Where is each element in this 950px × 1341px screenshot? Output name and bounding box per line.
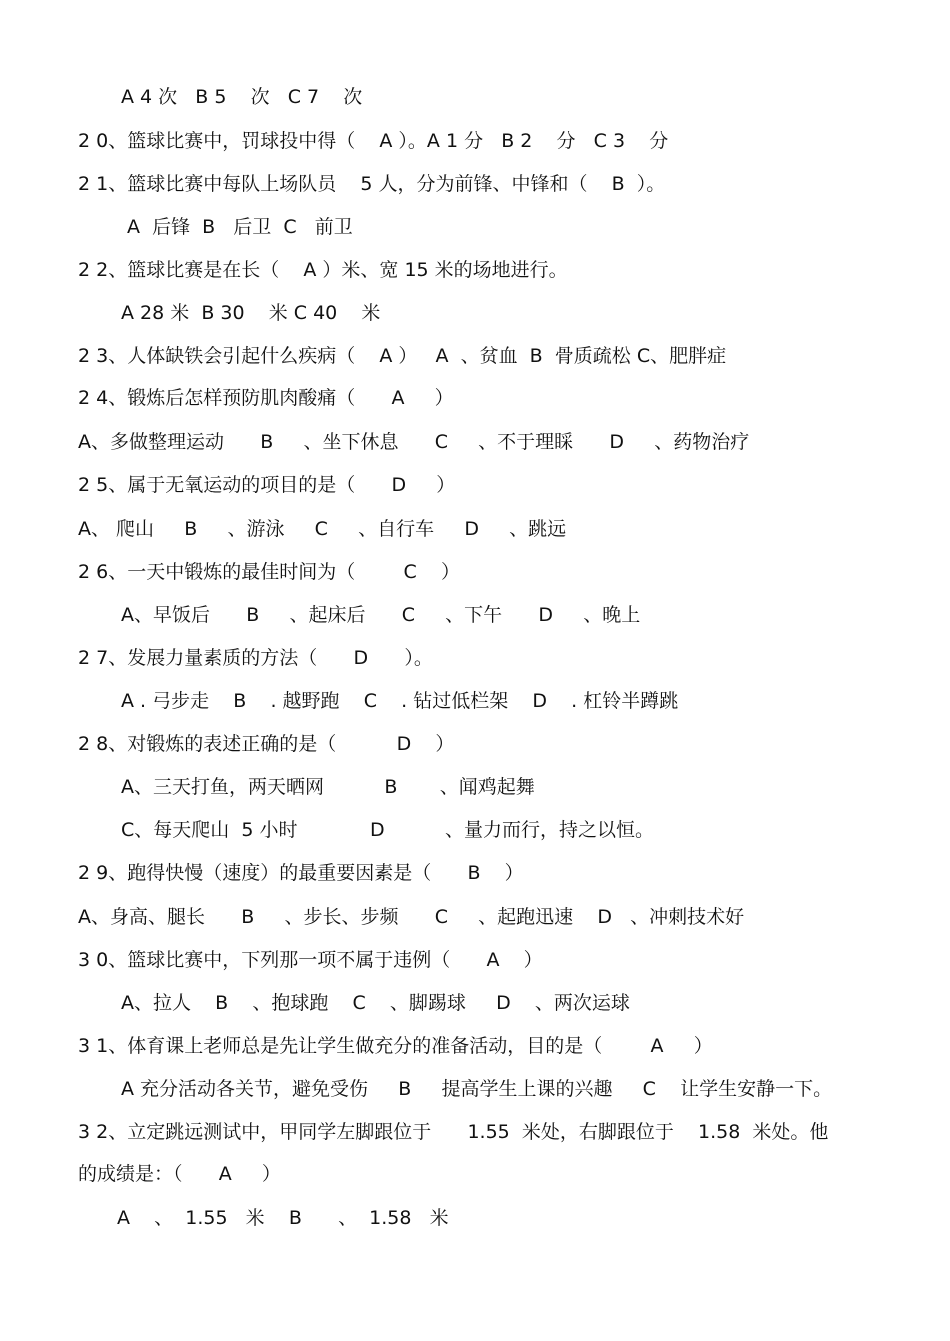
question-21: 2 1、篮球比赛中每队上场队员 5 人，分为前锋、中锋和（ B ）。 xyxy=(78,173,666,195)
question-32: 3 2、立定跳远测试中，甲同学左脚跟位于 1.55 米处，右脚跟位于 1.58 米处。他 xyxy=(78,1121,829,1143)
options-30: A、拉人 B 、抱球跑 C 、脚踢球 D 、两次运球 xyxy=(121,992,630,1014)
question-26: 2 6、一天中锻炼的最佳时间为（ C ） xyxy=(78,561,460,583)
options-28-ab: A、三天打鱼，两天晒网 B 、闻鸡起舞 xyxy=(121,776,535,798)
question-29: 2 9、跑得快慢（速度）的最重要因素是（ B ） xyxy=(78,862,524,884)
question-20: 2 0、篮球比赛中，罚球投中得（ A ）。A 1 分 B 2 分 C 3 分 xyxy=(78,130,669,152)
options-21: A 后锋 B 后卫 C 前卫 xyxy=(127,216,353,238)
options-28-cd: C、每天爬山 5 小时 D 、量力而行，持之以恒。 xyxy=(121,819,654,841)
options-24: A、多做整理运动 B 、坐下休息 C 、不于理睬 D 、药物治疗 xyxy=(78,431,750,453)
question-31: 3 1、体育课上老师总是先让学生做充分的准备活动，目的是（ A ） xyxy=(78,1035,713,1057)
question-23: 2 3、人体缺铁会引起什么疾病（ A ） A 、贫血 B 骨质疏松 C、肥胖症 xyxy=(78,345,727,367)
options-31: A 充分活动各关节，避免受伤 B 提高学生上课的兴趣 C 让学生安静一下。 xyxy=(121,1078,833,1100)
question-30: 3 0、篮球比赛中，下列那一项不属于违例（ A ） xyxy=(78,949,543,971)
options-29: A、身高、腿长 B 、步长、步频 C 、起跑迅速 D 、冲刺技术好 xyxy=(78,906,745,928)
options-25: A、 爬山 B 、游泳 C 、自行车 D 、跳远 xyxy=(78,518,567,540)
options-27: A . 弓步走 B . 越野跑 C . 钻过低栏架 D . 杠铃半蹲跳 xyxy=(121,690,679,712)
options-22: A 28 米 B 30 米 C 40 米 xyxy=(121,302,381,324)
question-32-cont: 的成绩是：（ A ） xyxy=(78,1163,281,1185)
question-25: 2 5、属于无氧运动的项目的是（ D ） xyxy=(78,474,456,496)
question-28: 2 8、对锻炼的表述正确的是（ D ） xyxy=(78,733,455,755)
question-24: 2 4、锻炼后怎样预防肌肉酸痛（ A ） xyxy=(78,387,454,409)
question-22: 2 2、篮球比赛是在长（ A ）米、宽 15 米的场地进行。 xyxy=(78,259,568,281)
question-27: 2 7、发展力量素质的方法（ D ）。 xyxy=(78,647,433,669)
options-32: A 、 1.55 米 B 、 1.58 米 xyxy=(117,1207,449,1229)
text-line: A 4 次 B 5 次 C 7 次 xyxy=(121,86,363,108)
options-26: A、早饭后 B 、起床后 C 、下午 D 、晚上 xyxy=(121,604,641,626)
